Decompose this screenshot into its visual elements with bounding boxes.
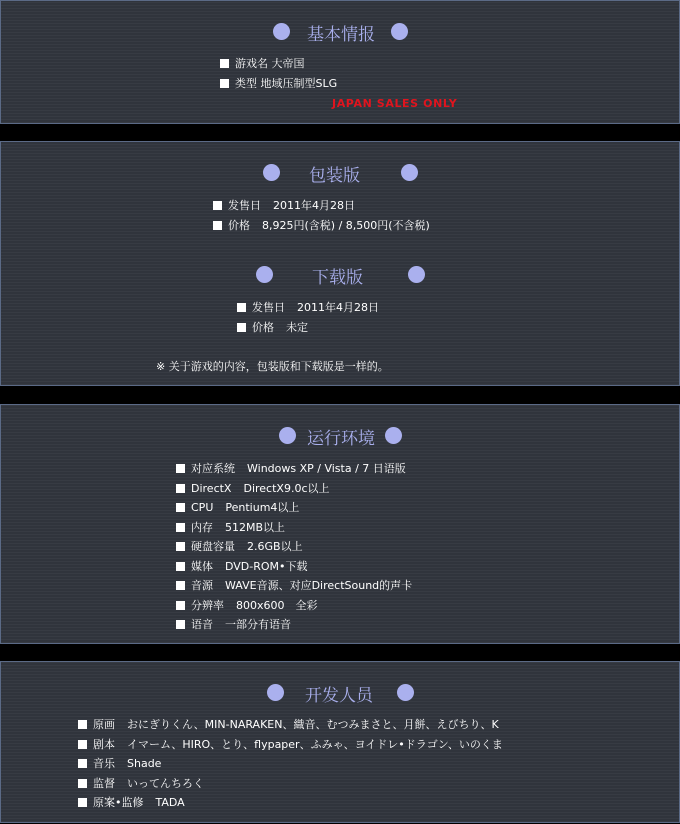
list-item xyxy=(237,318,379,338)
item-label: 类型 xyxy=(235,76,257,90)
bullet-circle-icon xyxy=(391,23,408,40)
item-value: いってんちろく xyxy=(127,776,204,790)
square-bullet-icon xyxy=(176,484,185,493)
item-value: 800x600 全彩 xyxy=(236,598,318,612)
item-value: TADA xyxy=(155,796,185,809)
item-value: 2011年4月28日 xyxy=(297,301,379,314)
item-label: 原案•监修 xyxy=(93,796,144,809)
item-label: 游戏名 xyxy=(235,57,268,70)
item-value: DirectX9.0c以上 xyxy=(243,481,330,495)
square-bullet-icon xyxy=(176,620,185,629)
square-bullet-icon xyxy=(78,740,87,749)
item-label: 监督 xyxy=(93,776,115,790)
item-label: DirectX xyxy=(191,481,232,495)
bullet-circle-icon xyxy=(397,684,414,701)
item-label: 音源 xyxy=(191,579,213,592)
item-label: 媒体 xyxy=(191,559,213,573)
bullet-circle-icon xyxy=(256,266,273,283)
item-label: 原画 xyxy=(93,718,115,731)
item-label: 价格 xyxy=(252,320,274,334)
bullet-circle-icon xyxy=(279,427,296,444)
basic-info-heading xyxy=(1,18,679,46)
download-heading xyxy=(1,261,679,289)
list-item xyxy=(176,537,412,557)
list-item xyxy=(78,735,503,755)
package-heading xyxy=(1,159,679,187)
package-list xyxy=(213,196,430,235)
square-bullet-icon xyxy=(220,79,229,88)
square-bullet-icon xyxy=(78,759,87,768)
item-label: 剧本 xyxy=(93,737,115,751)
list-item xyxy=(176,615,412,635)
square-bullet-icon xyxy=(176,542,185,551)
item-value: イマーム、HIRO、とり、flypaper、ふみゃ、ヨイドレ•ドラゴン、いのくま xyxy=(127,737,503,751)
bullet-circle-icon xyxy=(263,164,280,181)
item-label: 对应系统 xyxy=(191,462,235,475)
list-item xyxy=(78,793,503,813)
item-value: 2.6GB以上 xyxy=(247,540,303,553)
list-item xyxy=(213,196,430,216)
item-value: 大帝国 xyxy=(271,57,305,70)
environment-list xyxy=(176,459,412,635)
staff-list xyxy=(78,715,503,813)
square-bullet-icon xyxy=(78,779,87,788)
list-item xyxy=(78,774,503,794)
bullet-circle-icon xyxy=(408,266,425,283)
square-bullet-icon xyxy=(237,323,246,332)
list-item xyxy=(176,576,412,596)
section-title: 包装版 xyxy=(309,166,360,186)
staff-panel xyxy=(0,661,680,823)
item-value: おにぎりくん、MIN-NARAKEN、織音、むつみまさと、月餅、えびちり、K xyxy=(127,718,499,731)
bullet-circle-icon xyxy=(385,427,402,444)
item-value: DVD-ROM•下载 xyxy=(225,559,308,573)
list-item xyxy=(176,518,412,538)
japan-sales-notice: JAPAN SALES ONLY xyxy=(332,97,458,110)
item-label: 音乐 xyxy=(93,757,115,770)
item-label: 价格 xyxy=(228,218,250,232)
list-item xyxy=(78,715,503,735)
item-value: Windows XP / Vista / 7 日语版 xyxy=(247,462,406,475)
environment-panel xyxy=(0,404,680,644)
staff-heading xyxy=(1,679,679,707)
square-bullet-icon xyxy=(78,798,87,807)
item-value: 8,925円(含税) / 8,500円(不含税) xyxy=(262,218,430,232)
release-panel xyxy=(0,141,680,386)
item-label: CPU xyxy=(191,501,214,514)
item-label: 内存 xyxy=(191,520,213,534)
item-value: Pentium4以上 xyxy=(225,501,300,514)
square-bullet-icon xyxy=(237,303,246,312)
list-item xyxy=(176,459,412,479)
item-value: 512MB以上 xyxy=(225,520,286,534)
square-bullet-icon xyxy=(220,59,229,68)
bullet-circle-icon xyxy=(401,164,418,181)
item-label: 发售日 xyxy=(228,199,261,212)
environment-heading xyxy=(1,422,679,450)
square-bullet-icon xyxy=(213,221,222,230)
list-item xyxy=(176,479,412,499)
bullet-circle-icon xyxy=(267,684,284,701)
item-label: 分辨率 xyxy=(191,598,224,612)
section-title: 运行环境 xyxy=(307,429,375,449)
list-item xyxy=(237,298,379,318)
square-bullet-icon xyxy=(78,720,87,729)
basic-info-panel xyxy=(0,0,680,124)
square-bullet-icon xyxy=(176,503,185,512)
section-title: 基本情报 xyxy=(307,25,375,45)
list-item xyxy=(78,754,503,774)
list-item xyxy=(220,74,337,94)
list-item xyxy=(176,498,412,518)
square-bullet-icon xyxy=(176,601,185,610)
section-title: 下载版 xyxy=(312,268,363,288)
same-content-note: ※ 关于游戏的内容，包装版和下载版是一样的。 xyxy=(156,360,389,373)
item-label: 发售日 xyxy=(252,301,285,314)
basic-info-list xyxy=(220,54,337,93)
list-item xyxy=(176,596,412,616)
list-item xyxy=(220,54,337,74)
download-list xyxy=(237,298,379,337)
square-bullet-icon xyxy=(176,523,185,532)
item-label: 硬盘容量 xyxy=(191,540,235,553)
square-bullet-icon xyxy=(176,464,185,473)
list-item xyxy=(176,557,412,577)
item-value: Shade xyxy=(127,757,162,770)
item-value: 未定 xyxy=(286,320,308,334)
square-bullet-icon xyxy=(176,562,185,571)
item-label: 语音 xyxy=(191,618,213,631)
list-item xyxy=(213,216,430,236)
section-title: 开发人员 xyxy=(305,686,373,706)
square-bullet-icon xyxy=(213,201,222,210)
bullet-circle-icon xyxy=(273,23,290,40)
square-bullet-icon xyxy=(176,581,185,590)
item-value: 2011年4月28日 xyxy=(273,199,355,212)
item-value: WAVE音源、对应DirectSound的声卡 xyxy=(225,579,413,592)
item-value: 地域压制型SLG xyxy=(260,76,338,90)
item-value: 一部分有语音 xyxy=(225,618,291,631)
